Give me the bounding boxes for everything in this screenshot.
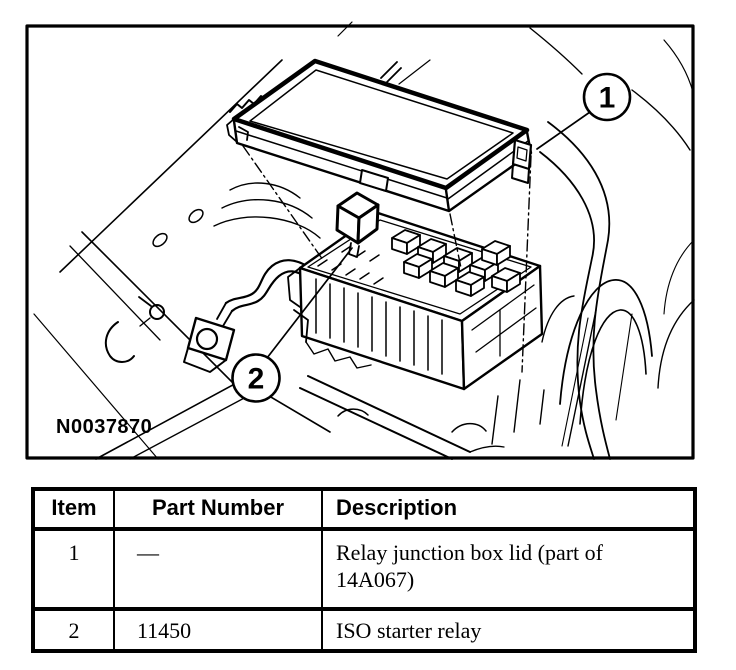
table-row-2: [35, 611, 693, 649]
battery-cable: [139, 260, 310, 372]
lid-latch: [513, 140, 531, 169]
parts-table: [31, 487, 697, 653]
relay-junction-box-body: [288, 213, 542, 389]
table-row-1: [35, 531, 693, 611]
row1-part-number: —: [115, 531, 323, 607]
callout-1-leader-line: [537, 112, 590, 149]
cable-terminal-clamp: [188, 318, 234, 360]
header-part-number: Part Number: [115, 491, 323, 527]
row2-description: ISO starter relay: [336, 618, 482, 643]
callout-2-number: 2: [247, 362, 265, 396]
header-description: Description: [336, 495, 458, 520]
header-item: Item: [35, 491, 115, 527]
lid-front-clip: [360, 170, 388, 191]
figure-id: N0037870: [56, 416, 153, 438]
row1-description: Relay junction box lid (part of 14A067): [336, 540, 603, 592]
row2-item: 2: [35, 611, 115, 649]
row2-part-number: 11450: [115, 611, 323, 649]
row1-item: 1: [35, 531, 115, 607]
callout-1-number: 1: [598, 81, 616, 115]
callout-1: [537, 74, 630, 149]
table-header-row: [35, 491, 693, 531]
